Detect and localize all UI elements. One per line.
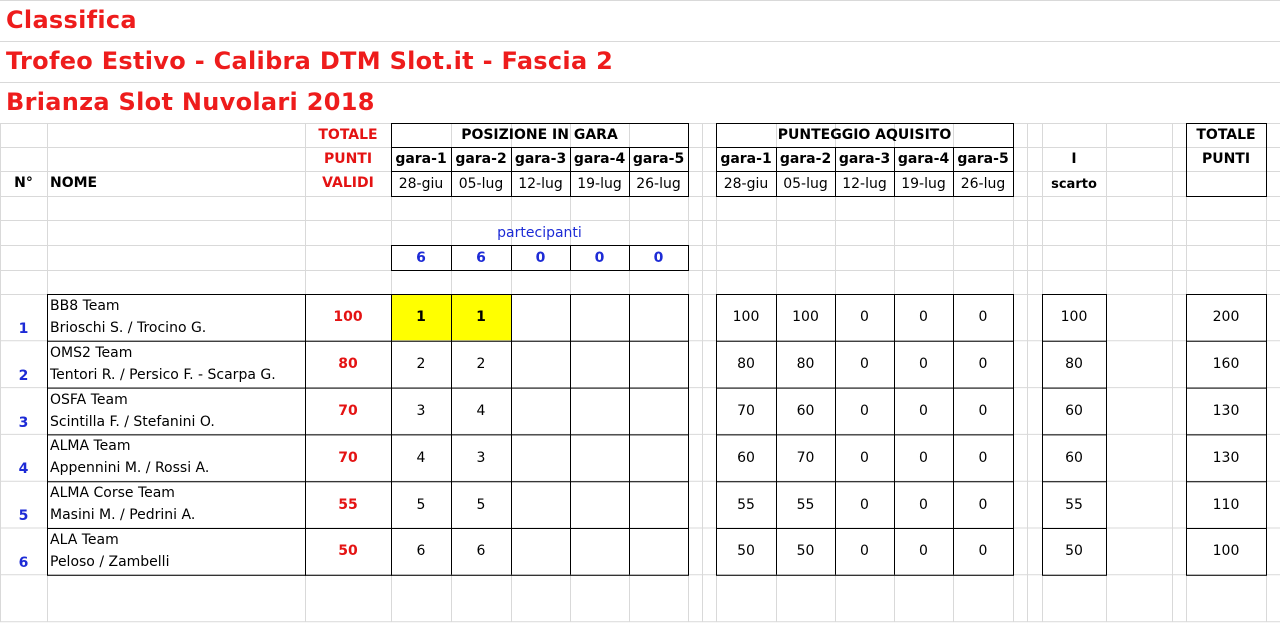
- drivers-name: Appennini M. / Rossi A.: [50, 460, 210, 477]
- partecipanti-count: 0: [653, 250, 664, 266]
- title-club: Brianza Slot Nuvolari 2018: [6, 88, 375, 116]
- team-name: OSFA Team: [50, 391, 128, 408]
- position-cell: [511, 294, 570, 341]
- partecipanti-count: 6: [476, 250, 486, 266]
- points-cell: 100: [792, 309, 819, 326]
- points-cell: 80: [737, 356, 755, 373]
- header-posizione: POSIZIONE IN GARA: [461, 127, 618, 143]
- totale-value: 130: [1212, 449, 1240, 466]
- position-cell: [629, 341, 688, 388]
- race-label-pts: gara-3: [838, 151, 891, 167]
- position-cell: [511, 434, 570, 481]
- header-scarto: scarto: [1051, 176, 1097, 192]
- points-cell: 50: [796, 543, 815, 560]
- points-cell: 0: [919, 449, 928, 466]
- points-cell: 0: [978, 309, 988, 326]
- position-cell: [570, 481, 629, 528]
- points-cell: 0: [919, 356, 928, 373]
- points-cell: 0: [860, 356, 869, 373]
- position-cell: [570, 388, 629, 435]
- drivers-name: Scintilla F. / Stefanini O.: [50, 413, 215, 430]
- partecipanti-count: 0: [594, 250, 605, 266]
- points-cell: 70: [737, 402, 755, 419]
- points-cell: 0: [978, 402, 988, 419]
- header-nome: NOME: [50, 175, 98, 191]
- position-cell: [511, 341, 570, 388]
- race-date-pts: 26-lug: [960, 175, 1006, 192]
- totale-value: 130: [1212, 402, 1240, 419]
- row-number: 1: [18, 321, 29, 337]
- team-name: ALMA Corse Team: [50, 485, 175, 502]
- points-cell: 0: [919, 543, 928, 560]
- valid-points: 50: [338, 543, 358, 560]
- scarto-value: 60: [1065, 449, 1083, 466]
- valid-points: 80: [338, 356, 358, 373]
- team-name: BB8 Team: [50, 298, 120, 314]
- race-label-pts: gara-4: [897, 151, 950, 167]
- points-cell: 0: [860, 543, 869, 560]
- position-cell: [570, 528, 629, 575]
- drivers-name: Brioschi S. / Trocino G.: [50, 320, 207, 336]
- position-cell: 6: [476, 543, 486, 560]
- totale-value: 200: [1212, 309, 1240, 326]
- race-label-pos: gara-1: [395, 151, 447, 167]
- valid-points: 100: [333, 309, 363, 326]
- position-cell: [511, 528, 570, 575]
- position-cell: 4: [416, 449, 426, 466]
- position-cell: [570, 294, 629, 341]
- position-cell: 6: [416, 543, 426, 560]
- race-date-pos: 12-lug: [518, 175, 563, 192]
- points-cell: 0: [860, 496, 869, 513]
- points-cell: 0: [860, 402, 869, 419]
- points-cell: 0: [919, 496, 928, 513]
- header-punti: PUNTI: [323, 151, 373, 167]
- position-cell: [629, 388, 688, 435]
- points-cell: 55: [796, 496, 815, 513]
- position-cell: 4: [476, 402, 486, 419]
- race-label-pts: gara-1: [720, 151, 772, 167]
- team-name: ALMA Team: [50, 438, 131, 455]
- partecipanti-count: 0: [535, 250, 546, 266]
- race-date-pts: 28-giu: [723, 175, 769, 192]
- race-date-pts: 05-lug: [783, 175, 828, 192]
- points-cell: 0: [860, 309, 869, 326]
- race-label-pos: gara-5: [632, 151, 685, 167]
- position-cell: 2: [416, 356, 426, 373]
- position-cell: 1: [476, 309, 486, 326]
- points-cell: 0: [860, 449, 869, 466]
- race-date-pts: 12-lug: [842, 175, 887, 192]
- position-cell: 3: [416, 402, 426, 419]
- position-cell: [570, 341, 629, 388]
- position-cell: 5: [416, 496, 426, 513]
- header-punteggio: PUNTEGGIO AQUISITO: [777, 127, 952, 143]
- header-totale-punti: TOTALE: [1196, 127, 1256, 143]
- row-number: 2: [18, 367, 29, 384]
- position-cell: [511, 388, 570, 435]
- team-name: ALA Team: [50, 532, 119, 548]
- position-cell: [629, 434, 688, 481]
- totale-value: 160: [1212, 356, 1240, 373]
- race-date-pos: 28-giu: [398, 175, 444, 192]
- race-date-pts: 19-lug: [901, 175, 946, 192]
- points-cell: 0: [978, 449, 988, 466]
- header-validi: VALIDI: [322, 175, 374, 191]
- points-cell: 80: [796, 356, 815, 373]
- totale-value: 100: [1212, 543, 1240, 560]
- team-name: OMS2 Team: [50, 344, 133, 361]
- partecipanti-count: 6: [416, 250, 426, 266]
- header-number: N°: [14, 175, 33, 191]
- title-trofeo: Trofeo Estivo - Calibra DTM Slot.it - Fascia 2: [6, 47, 614, 75]
- row-number: 4: [18, 461, 29, 478]
- race-date-pos: 26-lug: [636, 175, 681, 192]
- points-cell: 0: [919, 309, 928, 326]
- header-totale: TOTALE: [318, 127, 378, 143]
- points-cell: 0: [919, 402, 928, 419]
- points-cell: 0: [978, 496, 988, 513]
- race-label-pos: gara-3: [514, 151, 567, 167]
- valid-points: 70: [338, 402, 358, 419]
- row-number: 3: [18, 414, 29, 431]
- drivers-name: Tentori R. / Persico F. - Scarpa G.: [50, 366, 276, 383]
- points-cell: 60: [737, 449, 755, 466]
- race-date-pos: 05-lug: [458, 175, 504, 192]
- partecipanti-label: partecipanti: [497, 225, 582, 241]
- race-date-pos: 19-lug: [577, 175, 622, 192]
- header-scarto-roman: I: [1071, 151, 1077, 167]
- drivers-name: Peloso / Zambelli: [50, 554, 170, 570]
- points-cell: 0: [978, 543, 988, 560]
- points-cell: 100: [732, 309, 760, 326]
- valid-points: 55: [338, 496, 358, 513]
- position-cell: 1: [416, 309, 426, 326]
- position-cell: [511, 481, 570, 528]
- position-cell: [629, 528, 688, 575]
- race-label-pts: gara-5: [957, 151, 1009, 167]
- scarto-value: 60: [1065, 402, 1083, 419]
- title-classifica: Classifica: [6, 6, 137, 34]
- position-cell: [629, 481, 688, 528]
- scarto-value: 100: [1060, 309, 1088, 326]
- position-cell: [570, 434, 629, 481]
- scarto-value: 80: [1065, 356, 1083, 373]
- race-label-pts: gara-2: [779, 151, 832, 167]
- header-totale-punti-2: PUNTI: [1201, 151, 1251, 167]
- scarto-value: 55: [1065, 496, 1083, 513]
- row-number: 6: [18, 555, 29, 571]
- points-cell: 0: [978, 356, 988, 373]
- row-number: 5: [18, 508, 29, 525]
- position-cell: [629, 294, 688, 341]
- scarto-value: 50: [1065, 543, 1083, 560]
- points-cell: 70: [796, 449, 815, 466]
- valid-points: 70: [338, 449, 358, 466]
- position-cell: 2: [476, 356, 486, 373]
- race-label-pos: gara-4: [573, 151, 626, 167]
- drivers-name: Masini M. / Pedrini A.: [50, 507, 196, 524]
- race-label-pos: gara-2: [455, 151, 507, 167]
- position-cell: 5: [476, 496, 486, 513]
- totale-value: 110: [1212, 496, 1240, 513]
- points-cell: 60: [796, 402, 815, 419]
- position-cell: 3: [476, 449, 486, 466]
- points-cell: 55: [737, 496, 755, 513]
- points-cell: 50: [737, 543, 755, 560]
